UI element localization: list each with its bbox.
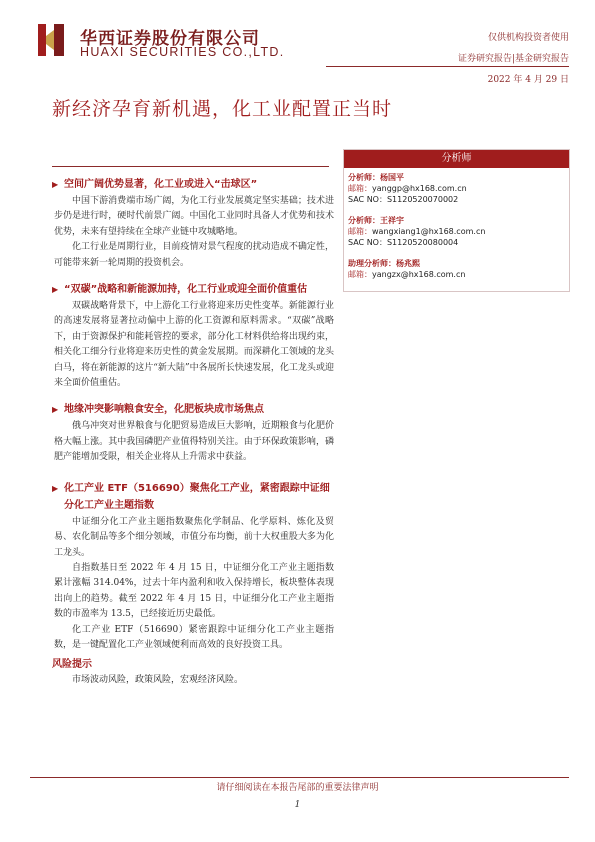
risk-title: 风险提示	[52, 659, 92, 671]
footer-disclaimer: 请仔细阅读在本报告尾部的重要法律声明	[216, 783, 379, 793]
paragraph: 中证细分化工产业主题指数聚焦化学制品、化学原料、炼化及贸易、农化制品等多个细分领域，市值分布均衡，前十大权重股大多为化工龙头。	[54, 516, 334, 558]
report-date: 2022 年 4 月 29 日	[487, 75, 569, 85]
paragraph: 自指数基日至 2022 年 4 月 15 日，中证细分化工产业主题指数累计涨幅 314.04%，过去十年内盈利和收入保持增长，板块整体表现出向上的趋势。截至 2022 年 4 月 15 日，中证细分化工产业主题指数的市盈率为 13.5，已经接近历史最低。	[54, 562, 334, 620]
paragraph: 双碳战略背景下，中上游化工行业将迎来历史性变革。新能源行业的高速发展将显著拉动偏中上游的化工资源和原料需求。“双碳”战略下，由于资源保护和能耗管控的要求，部分化工材料供给将出现约束，相关化工细分行业将迎来历史性的黄金发展期。而深耕化工领域的龙头白马，将在新能源的这片“新大陆”中各展所长快速发展，化工龙头或迎来全面价值重估。	[54, 301, 334, 389]
email-label: 邮箱：	[348, 184, 372, 193]
analyst-box-header: 分析师	[344, 150, 569, 168]
section-2	[52, 281, 334, 391]
email-label: 邮箱：	[348, 227, 372, 236]
section-title: ▶ 化工产业 ETF（516690）聚焦化工产业，紧密跟踪中证细分化工产业主题指数	[52, 480, 334, 514]
section-title: ▶ 空间广阔优势显著，化工业或进入“击球区”	[52, 176, 334, 193]
email-label: 邮箱：	[348, 270, 372, 279]
header-divider	[326, 66, 569, 67]
report-category: 证券研究报告|基金研究报告	[457, 54, 569, 64]
analyst-email[interactable]: yangzx@hx168.com.cn	[372, 270, 466, 279]
company-name-en: HUAXI SECURITIES CO.,LTD.	[80, 45, 285, 59]
body-divider	[52, 166, 329, 167]
analyst-card	[344, 215, 569, 248]
triangle-bullet-icon: ▶	[52, 285, 59, 295]
analyst-sac: SAC NO：S1120520080004	[348, 238, 459, 247]
footer-divider	[30, 777, 569, 778]
analyst-role: 分析师：	[348, 216, 380, 225]
section-title: ▶ “双碳”战略和新能源加持，化工行业或迎全面价值重估	[52, 281, 334, 298]
analyst-role: 分析师：	[348, 173, 380, 182]
triangle-bullet-icon: ▶	[52, 180, 59, 189]
company-name-cn: 华西证券股份有限公司	[80, 29, 260, 49]
analyst-role: 助理分析师：	[348, 259, 396, 268]
section-3	[52, 401, 334, 465]
triangle-bullet-icon: ▶	[52, 483, 59, 493]
paragraph: 化工行业是周期行业，目前疫情对景气程度的扰动造成不确定性，可能带来新一轮周期的投资机会。	[54, 242, 334, 268]
analyst-card	[344, 258, 569, 280]
analyst-email[interactable]: wangxiang1@hx168.com.cn	[372, 227, 486, 236]
analyst-name: 杨兆熙	[396, 259, 420, 268]
report-title: 新经济孕育新机遇，化工业配置正当时	[52, 98, 393, 120]
analyst-name: 王祥宇	[380, 216, 404, 225]
section-title: ▶ 地缘冲突影响粮食安全，化肥板块成市场焦点	[52, 401, 334, 418]
section-1	[52, 176, 334, 271]
paragraph: 中国下游消费端市场广阔，为化工行业发展奠定坚实基础；技术进步仍是进行时，硬时代前景广阔。中国化工业同时具备人才优势和技术优势，未来有望持续在全球产业链中攻城略地。	[54, 196, 334, 237]
risk-text: 市场波动风险，政策风险，宏观经济风险。	[72, 675, 244, 686]
audience-note: 仅供机构投资者使用	[487, 33, 569, 43]
analyst-sac: SAC NO：S1120520070002	[348, 195, 459, 204]
analyst-card	[344, 172, 569, 205]
analyst-email[interactable]: yanggp@hx168.com.cn	[372, 184, 467, 193]
paragraph: 俄乌冲突对世界粮食与化肥贸易造成巨大影响，近期粮食与化肥价格大幅上涨。其中我国磷肥产业值得特别关注。由于环保政策影响，磷肥产能增加受限，相关企业将从上升需求中获益。	[54, 421, 334, 463]
page-number: 1	[294, 800, 301, 810]
section-4	[52, 480, 334, 654]
analyst-box	[343, 149, 570, 292]
paragraph: 化工产业 ETF（516690）紧密跟踪中证细分化工产业主题指数，是一键配置化工产业领域便利而高效的良好投资工具。	[54, 624, 334, 650]
triangle-bullet-icon: ▶	[52, 405, 59, 415]
huaxi-logo-icon	[34, 20, 70, 60]
analyst-name: 杨国平	[380, 173, 404, 182]
report-body	[52, 176, 334, 688]
